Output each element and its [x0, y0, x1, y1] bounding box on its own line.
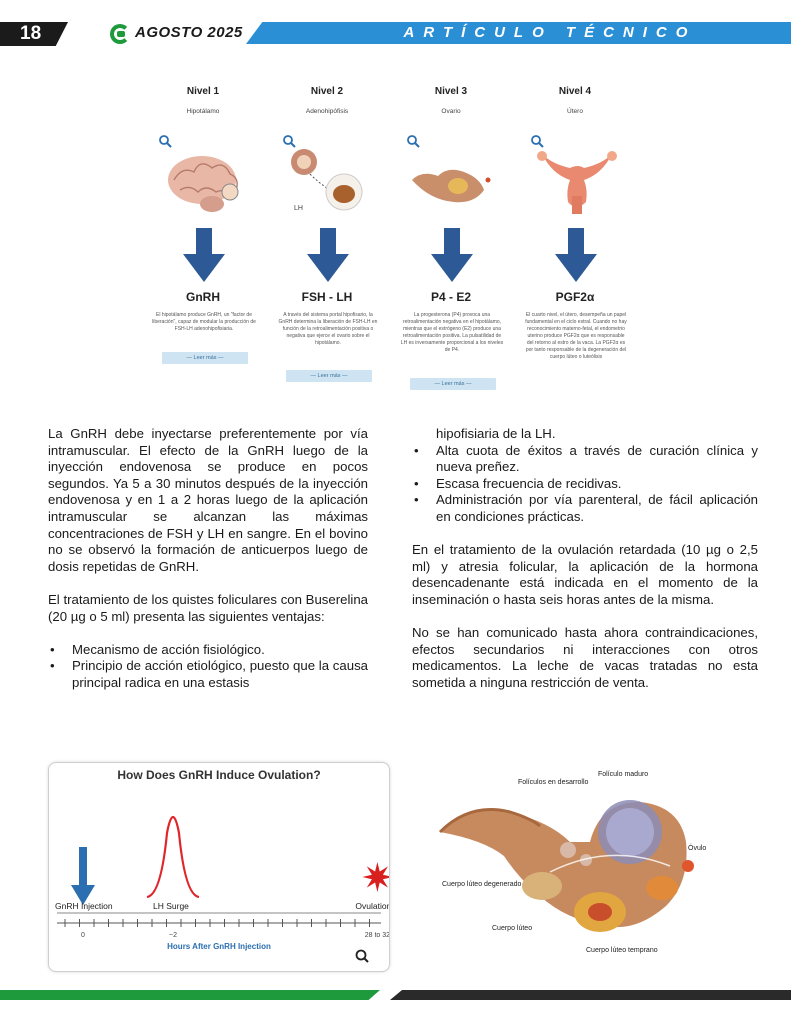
list-item: • Principio de acción etiológico, puesto que la causa principal radica en una estasis [48, 658, 368, 691]
level-subtitle: Ovario [441, 108, 461, 115]
level-hormone: PGF2α [555, 290, 595, 304]
chart-canvas [49, 763, 389, 971]
list-item: • Mecanismo de acción fisiológico. [48, 642, 368, 659]
list-item: • Alta cuota de éxitos a través de curación clínica y nueva preñez. [412, 443, 758, 476]
label-early-corpus-luteum: Cuerpo lúteo temprano [586, 947, 658, 954]
level-3-column [396, 80, 506, 400]
gnrh-ovulation-chart [48, 762, 390, 972]
ovary-illustration [430, 762, 730, 972]
ovulation-star-icon [362, 862, 389, 892]
level-description: A través del sistema portal hipofisario, la GnRH determina la liberación de FSH-LH en función de la retroalimentación positiva o negativa que ejerce el ovario sobre el hipotálamo. [278, 312, 378, 346]
level-title: Nivel 1 [186, 86, 220, 97]
page-number: 18 [20, 23, 42, 44]
advantages-list [48, 642, 368, 692]
list-item: • Escasa frecuencia de recidivas. [412, 476, 758, 493]
event-label: LH Surge [153, 901, 189, 911]
level-2-column [272, 80, 382, 400]
x-tick-label: 28 to 32 [364, 932, 389, 939]
brain-icon [160, 146, 250, 216]
event-label: Ovulation [355, 901, 389, 911]
chart-title: How Does GnRH Induce Ovulation? [117, 768, 321, 782]
pituitary-lh-label: LH [294, 205, 303, 212]
paragraph: No se han comunicado hasta ahora contraindicaciones, efectos secundarios ni interacciones con otros medicamentos. La leche de vacas tratadas no esta sometida a ninguna restricción de venta. [412, 625, 758, 690]
section-title: ARTÍCULO TÉCNICO [403, 24, 697, 41]
level-hormone: GnRH [186, 290, 220, 304]
down-arrow-icon [181, 228, 227, 282]
read-more-button[interactable]: — Leer más — [410, 378, 496, 390]
label-corpus-luteum: Cuerpo lúteo [492, 925, 533, 932]
level-subtitle: Hipotálamo [186, 108, 220, 115]
label-mature-follicle: Folículo maduro [598, 771, 649, 778]
level-title: Nivel 4 [558, 86, 592, 97]
chart-x-label: Hours After GnRH Injection [167, 942, 271, 951]
down-arrow-icon [305, 228, 351, 282]
level-title: Nivel 3 [434, 86, 468, 97]
pituitary-icon [284, 146, 374, 216]
list-item: • Administración por vía parenteral, de fácil aplicación en condiciones prácticas. [412, 492, 758, 525]
x-tick-label: ~2 [169, 932, 177, 939]
paragraph: En el tratamiento de la ovulación retardada (10 µg o 2,5 ml) y atresia folicular, la aplicación de la hormona desencadenante está indicada en el momento de la inseminación o hasta seis horas antes de la misma. [412, 542, 758, 607]
text-column-right [412, 426, 758, 708]
label-developing-follicles: Folículos en desarrollo [518, 779, 589, 786]
gnrh-injection-arrow [71, 847, 95, 905]
level-hormone: P4 - E2 [430, 290, 472, 304]
zoom-icon[interactable] [357, 951, 369, 963]
list-continuation: hipofisiaria de la LH. [436, 426, 556, 441]
level-description: La progesterona (P4) provoca una retroalimentación negativa en el hipotálamo, mientras que el estrógeno (E2) produce una retroalimentación positiva. La pulsatilidad de LH es inversamente proporcional a los niveles de P4. [400, 312, 504, 353]
advantages-list-continued [412, 443, 758, 526]
lh-surge-curve [147, 817, 199, 897]
footer-bar-green [0, 990, 380, 1000]
level-hormone: FSH - LH [301, 290, 353, 304]
read-more-button[interactable]: — Leer más — [286, 370, 372, 382]
read-more-button[interactable]: — Leer más — [162, 352, 248, 364]
level-description: El cuarto nivel, el útero, desempeña un papel fundamental en el ciclo estral. Cuando no hay reconocimiento materno-fetal, el endometrio uterino produce PGF2α que es responsable del retorno al estro de la vaca. La PGF2α es por tanto responsable de la degeneración del cuerpo lúteo o luteólisis [525, 312, 627, 360]
label-ovum: Óvulo [688, 845, 707, 852]
ovary-cycle-figure [430, 762, 730, 972]
level-4-column [520, 80, 630, 400]
level-description: El hipotálamo produce GnRH, un "factor de liberación", capaz de modular la producción de FSH-LH adenohipofisiaria. [152, 312, 256, 332]
uterus-icon [532, 146, 622, 216]
down-arrow-icon [553, 228, 599, 282]
level-subtitle: Adenohipófisis [305, 108, 349, 115]
footer-bar-dark [390, 990, 791, 1000]
event-label: GnRH Injection [55, 901, 113, 911]
issue-date: AGOSTO 2025 [135, 24, 243, 41]
ovary-icon [408, 146, 498, 216]
level-title: Nivel 2 [310, 86, 344, 97]
page-header [0, 0, 791, 60]
label-degenerate-corpus-luteum: Cuerpo lúteo degenerado [442, 881, 522, 888]
paragraph: La GnRH debe inyectarse preferentemente por vía intramuscular. El efecto de la GnRH luego de la inyección endovenosa se produce en pocos segundos. Ya 5 a 30 minutos después de la inyección endovenosa y en 1 a 2 horas luego de la aplicación intramuscular se alcanzan las máximas concentraciones de FSH y LH en sangre. En el bovino no se observó la formación de anticuerpos luego de dosis repetidas de GnRH. [48, 426, 368, 574]
text-column-left [48, 426, 368, 692]
paragraph: El tratamiento de los quistes foliculares con Buserelina (20 µg o 5 ml) presenta las siguientes ventajas: [48, 591, 368, 624]
hormone-levels-figure [148, 80, 628, 400]
logo-mark [117, 31, 125, 37]
level-subtitle: Útero [567, 108, 583, 115]
level-1-column [148, 80, 258, 400]
down-arrow-icon [429, 228, 475, 282]
x-tick-label: 0 [81, 932, 85, 939]
